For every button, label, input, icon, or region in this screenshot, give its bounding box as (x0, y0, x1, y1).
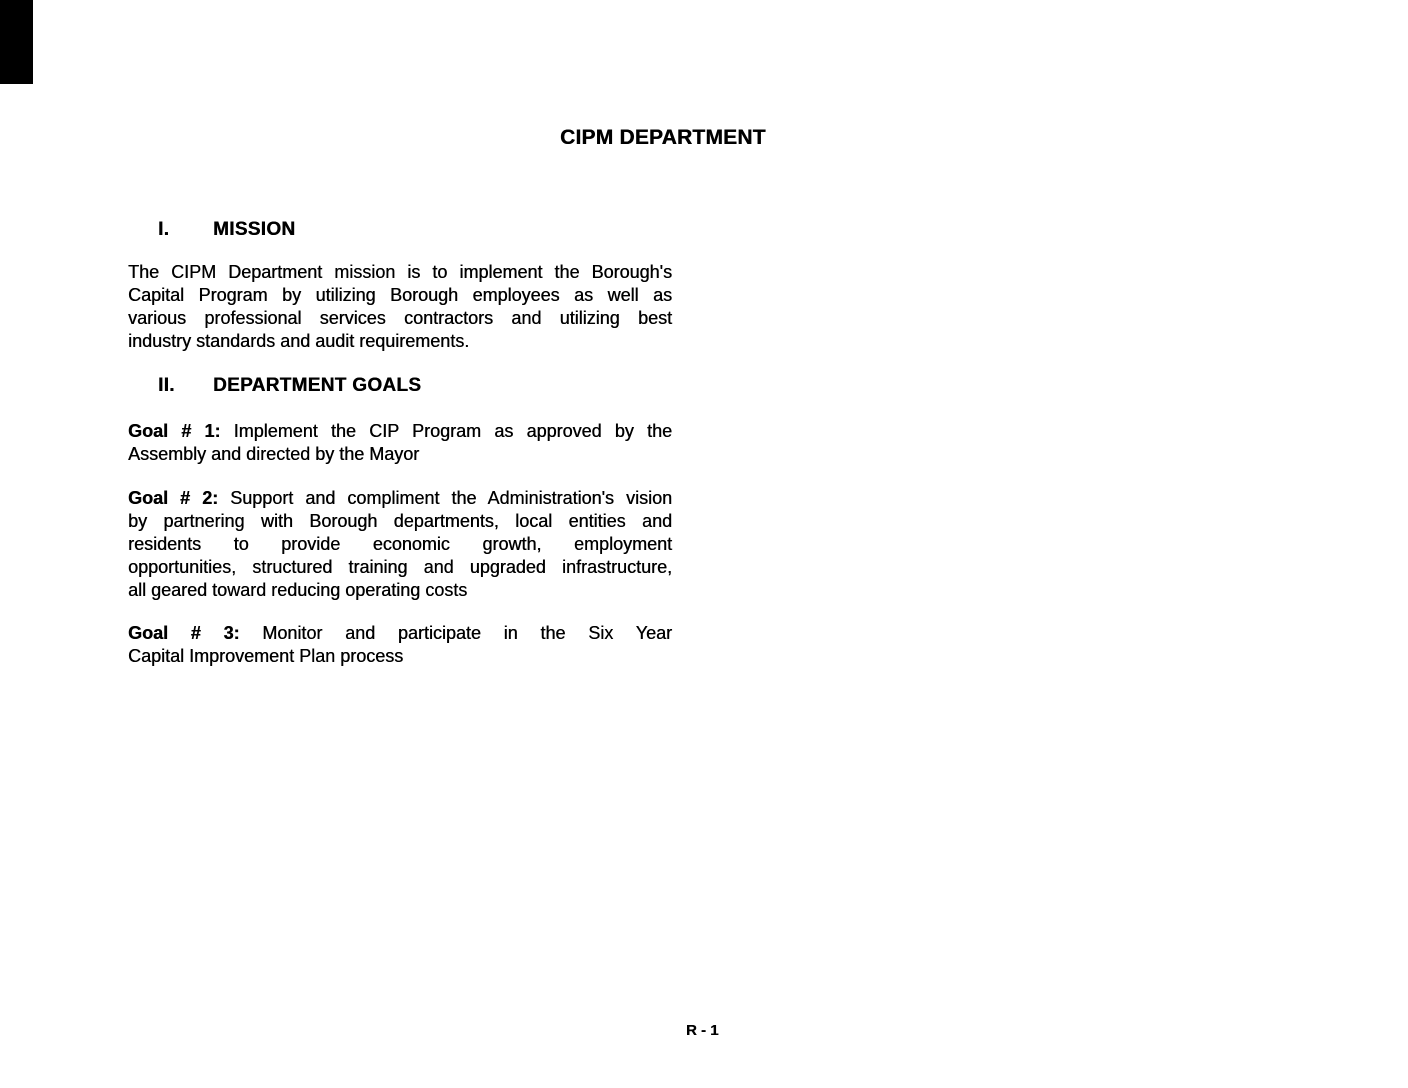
paragraph-line: opportunities, structured training and upgraded infrastructure, (128, 557, 672, 577)
section-numeral: I. (158, 219, 170, 240)
goal-2-label: Goal # 2: (128, 488, 219, 508)
goal-3-paragraph (128, 622, 672, 668)
paragraph-line: The CIPM Department mission is to implement the Borough's (128, 262, 672, 282)
goal-1-paragraph (128, 420, 672, 466)
paragraph-line: Capital Program by utilizing Borough employees as well as (128, 285, 672, 305)
paragraph-line: all geared toward reducing operating costs (128, 580, 468, 600)
section-heading-label: DEPARTMENT GOALS (213, 375, 422, 396)
goal-1-label: Goal # 1: (128, 421, 221, 441)
section-heading-mission (158, 218, 295, 241)
mission-paragraph (128, 261, 672, 353)
paragraph-line: Assembly and directed by the Mayor (128, 444, 420, 464)
section-heading-department-goals (158, 374, 421, 397)
paragraph-line: residents to provide economic growth, employment (128, 534, 672, 554)
goal-3-label: Goal # 3: (128, 623, 240, 643)
page-title: CIPM DEPARTMENT (560, 126, 766, 149)
goal-2-text: Support and compliment the Administration's vision (230, 488, 672, 508)
paragraph-line (128, 487, 672, 510)
page-number: R - 1 (686, 1022, 719, 1039)
paragraph-line: Capital Improvement Plan process (128, 646, 404, 666)
paragraph-line (128, 622, 672, 645)
goal-3-text: Monitor and participate in the Six Year (262, 623, 672, 643)
goal-1-text: Implement the CIP Program as approved by the (233, 421, 672, 441)
paragraph-line: various professional services contractors and utilizing best (128, 308, 672, 328)
paragraph-line: by partnering with Borough departments, local entities and (128, 511, 672, 531)
section-heading-label: MISSION (213, 219, 296, 240)
paragraph-line (128, 420, 672, 443)
scan-corner-artifact (0, 0, 33, 84)
section-numeral: II. (158, 375, 175, 396)
paragraph-line: industry standards and audit requirements. (128, 331, 470, 351)
goal-2-paragraph (128, 487, 672, 602)
